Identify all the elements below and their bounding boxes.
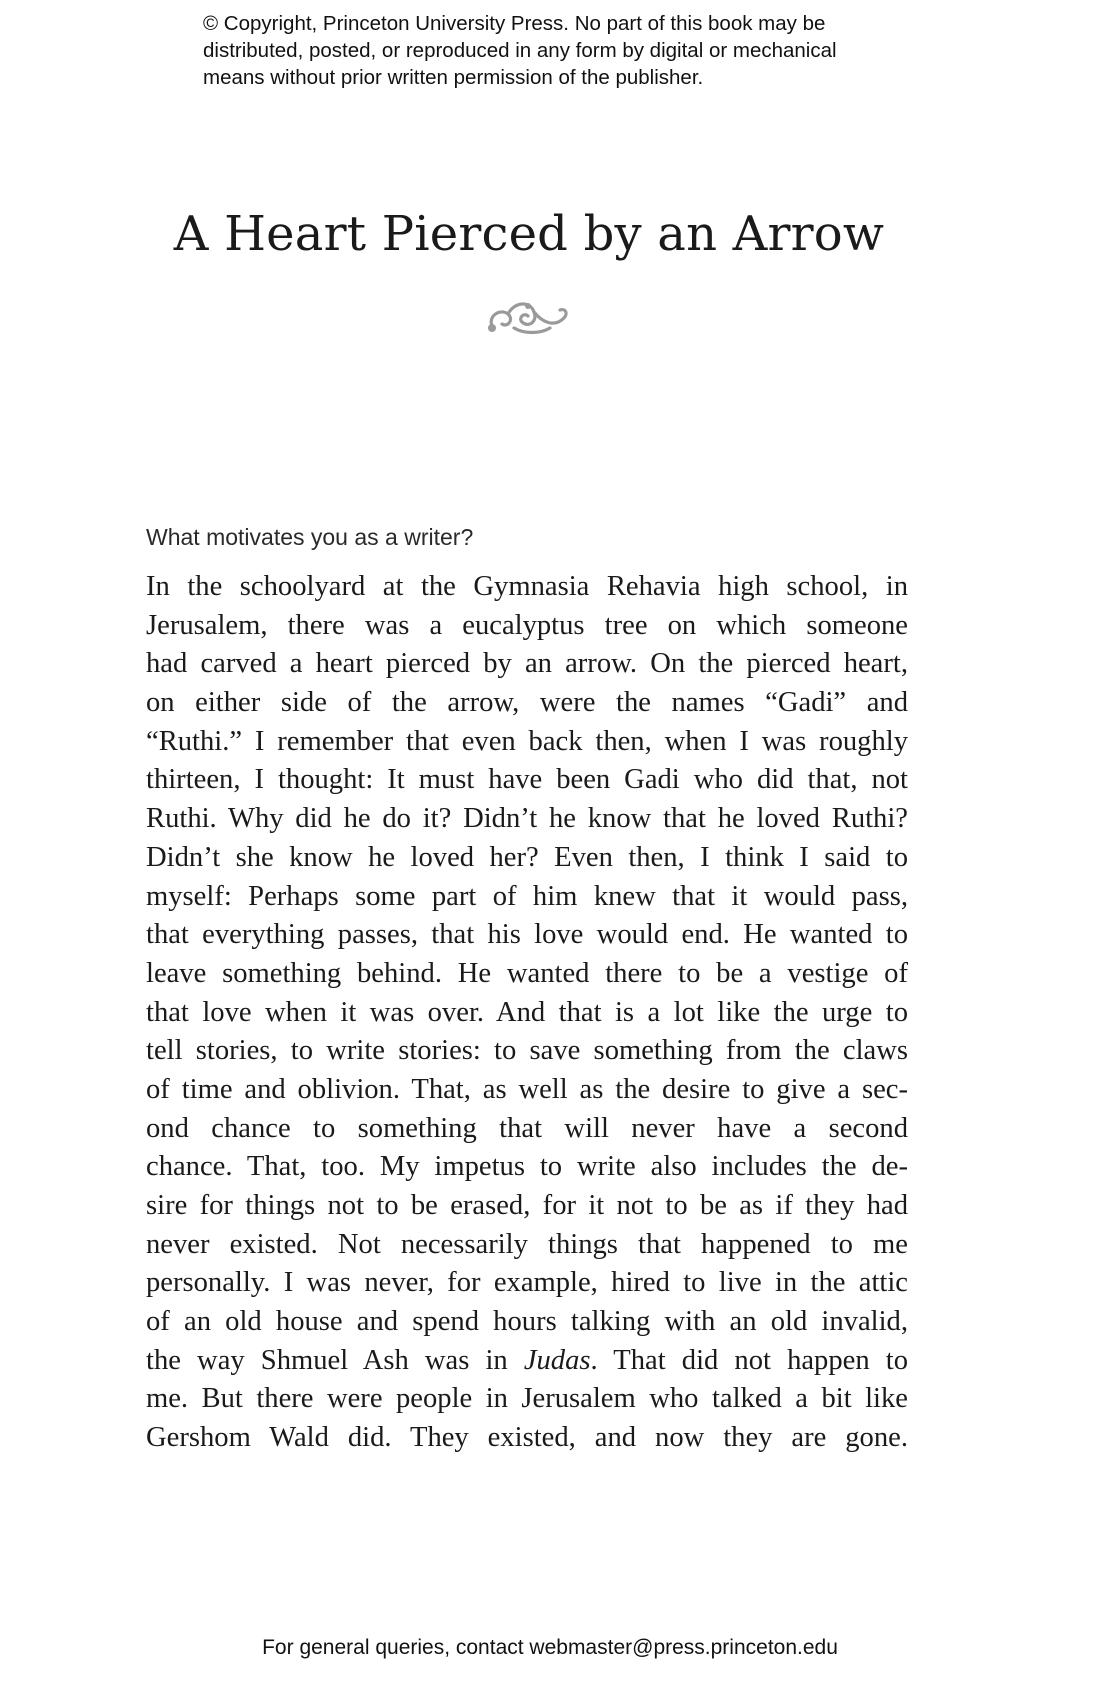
body-line: Ruthi. Why did he do it? Didn’t he know that he loved Ruthi?	[146, 803, 908, 835]
body-line: on either side of the arrow, were the names “Gadi” and	[146, 687, 908, 719]
book-title-italic: Judas	[523, 1344, 591, 1376]
copyright-notice: © Copyright, Princeton University Press. No part of this book may be distributed, posted, or reproduced in any form by digital or mechanical means without prior written permission of the publisher.	[203, 12, 837, 89]
body-line: Gershom Wald did. They existed, and now they are gone.	[146, 1422, 908, 1454]
body-line: had carved a heart pierced by an arrow. On the pierced heart,	[146, 648, 908, 680]
body-line: sire for things not to be erased, for it not to be as if they had	[146, 1190, 908, 1221]
body-line-with-italic	[146, 1342, 908, 1381]
body-line: that love when it was over. And that is a lot like the urge to	[146, 996, 908, 1028]
body-line: tell stories, to write stories: to save something from the claws	[146, 1035, 908, 1067]
answer-body	[146, 568, 908, 1458]
body-line: personally. I was never, for example, hired to live in the attic	[146, 1267, 908, 1299]
contact-footer: For general queries, contact webmaster@press.princeton.edu	[262, 1636, 838, 1659]
body-line: chance. That, too. My impetus to write also includes the de-	[146, 1151, 908, 1183]
body-line: myself: Perhaps some part of him knew that it would pass,	[146, 880, 908, 912]
body-line: ond chance to something that will never have a second	[146, 1112, 908, 1144]
body-line: that everything passes, that his love would end. He wanted to	[146, 919, 908, 951]
body-line: Jerusalem, there was a eucalyptus tree on which someone	[146, 609, 908, 641]
body-line: leave something behind. He wanted there to be a vestige of	[146, 957, 908, 989]
body-line: of time and oblivion. That, as well as the desire to give a sec-	[146, 1073, 908, 1105]
interview-question: What motivates you as a writer?	[146, 524, 474, 550]
body-line: of an old house and spend hours talking with an old invalid,	[146, 1306, 908, 1338]
body-line: thirteen, I thought: It must have been Gadi who did that, not	[146, 764, 908, 796]
fleuron-icon	[484, 298, 570, 338]
body-line: “Ruthi.” I remember that even back then, when I was roughly	[146, 725, 908, 757]
body-line: Didn’t she know he loved her? Even then, I think I said to	[146, 841, 908, 873]
line-text-before: the way Shmuel Ash was in	[146, 1344, 524, 1376]
chapter-title: A Heart Pierced by an Arrow	[173, 206, 885, 262]
body-line: me. But there were people in Jerusalem who talked a bit like	[146, 1383, 908, 1415]
body-line: In the schoolyard at the Gymnasia Rehavia high school, in	[146, 571, 908, 602]
body-line: never existed. Not necessarily things that happened to me	[146, 1228, 908, 1260]
line-text-after: . That did not happen to	[590, 1344, 908, 1376]
